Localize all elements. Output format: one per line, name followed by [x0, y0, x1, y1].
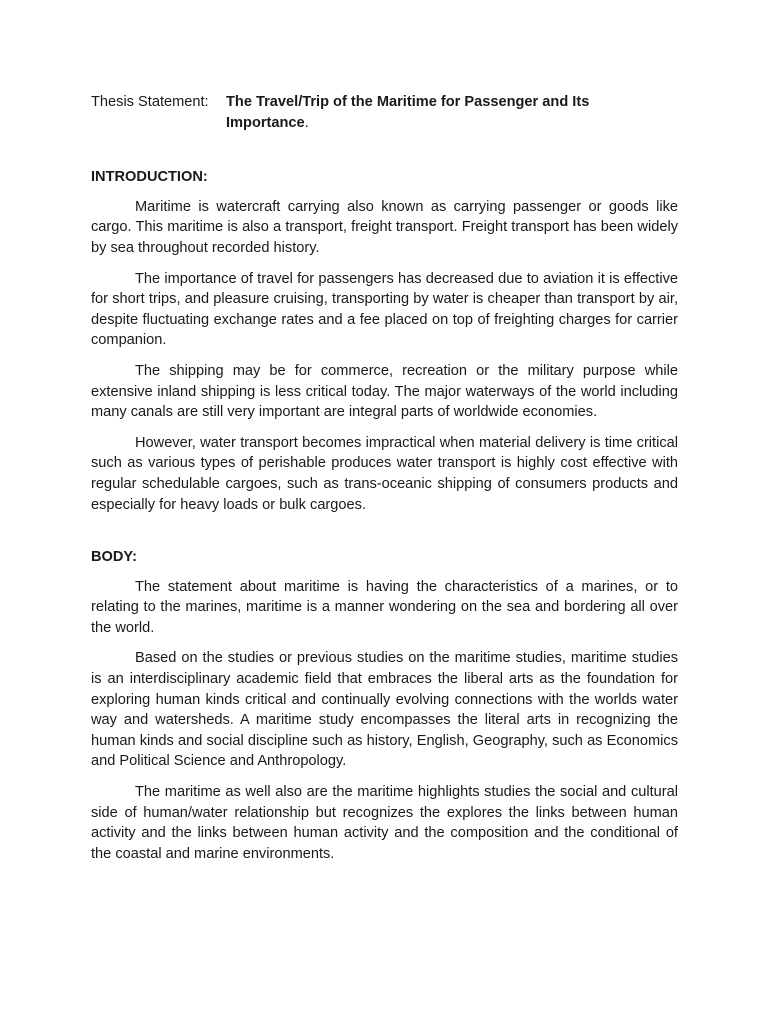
thesis-label: Thesis Statement:	[91, 94, 209, 110]
intro-paragraph-1: Maritime is watercraft carrying also known as carrying passenger or goods like cargo. This maritime is also a transport, freight transport. Freight transport has been widely by sea throughout recorded history.	[91, 198, 678, 256]
body-paragraph-2: Based on the studies or previous studies on the maritime studies, maritime studies is an interdisciplinary academic field that embraces the liberal arts as the foundation for exploring human kinds critical and continually evolving connections with the worlds water way and watersheds. A maritime study encompasses the literal arts in recognizing the human kinds and social discipline such as history, English, Geography, such as Economics and Political Science and Anthropology.	[91, 650, 678, 770]
body-heading: BODY:	[91, 549, 137, 566]
thesis-title-block	[226, 92, 626, 133]
body-paragraph-1: The statement about maritime is having the characteristics of a marines, or to relating to the marines, maritime is a manner wondering on the sea and bordering all over the world.	[91, 578, 678, 636]
thesis-title: The Travel/Trip of the Maritime for Passenger and Its Importance	[226, 94, 590, 131]
intro-paragraph-4: However, water transport becomes impractical when material delivery is time critical such as various types of perishable produces water transport is highly cost effective with regular schedulable cargoes, such as trans-oceanic shipping of consumers products and especially for heavy loads or bulk cargoes.	[91, 434, 678, 513]
body-paragraph-3: The maritime as well also are the maritime highlights studies the social and cultural side of human/water relationship but recognizes the explores the links between human activity and the links between human activity and the composition and the conditional of the coastal and marine environments.	[91, 784, 678, 862]
thesis-period: .	[304, 114, 309, 131]
introduction-heading: INTRODUCTION:	[91, 169, 208, 186]
intro-paragraph-2: The importance of travel for passengers has decreased due to aviation it is effective for short trips, and pleasure cruising, transporting by water is cheaper than transport by air, despite fluctuating exchange rates and a fee placed on top of freighting charges for carrier companion.	[91, 270, 678, 349]
intro-paragraph-3: The shipping may be for commerce, recreation or the military purpose while extensive inland shipping is less critical today. The major waterways of the world including many canals are still very important are integral parts of worldwide economies.	[91, 362, 678, 421]
thesis-statement	[91, 92, 678, 133]
